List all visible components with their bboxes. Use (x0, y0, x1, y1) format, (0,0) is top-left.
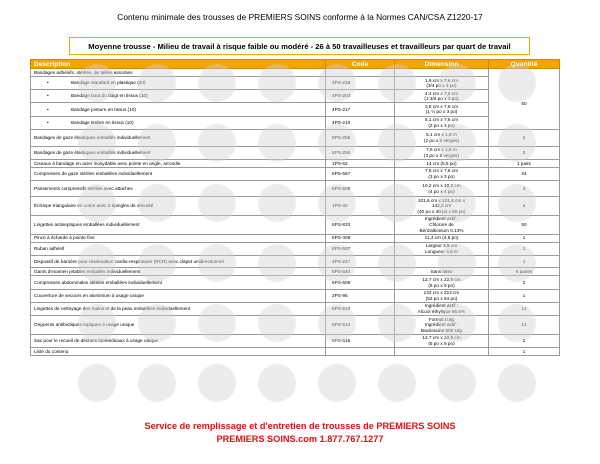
dimension-line: 101,6 cm x 101,6 cm x (417, 197, 466, 203)
row-description: Ciseaux à bandage en acier inoxydable avec pointe en angle, arrondie (31, 159, 326, 167)
dimension-line: 7,6 cm x 7,6 cm (424, 168, 459, 174)
dimension-line: 14 cm (5,5 po) (426, 160, 457, 166)
row-dimension (395, 242, 489, 255)
table-row (31, 215, 560, 234)
row-dimension (395, 69, 489, 77)
row-description: Onguents antibiotiques topiques à usage unique (31, 316, 326, 335)
row-description: Couverture de secours en aluminium à usage unique (31, 289, 326, 302)
row-dimension (395, 255, 489, 268)
row-quantity: 8 paires (489, 268, 560, 276)
table-row (31, 316, 560, 335)
bullet: • (47, 80, 49, 86)
row-code: 4PS-247 (326, 255, 395, 268)
row-description: Écharpe triangulaire en coton avec 2 épingles de sécurité (31, 197, 326, 216)
row-code: 6PS-516 (326, 334, 395, 347)
row-description-text: Bandage standard en plastique (20) (71, 80, 146, 86)
row-dimension (395, 90, 489, 103)
row-description (31, 103, 326, 116)
table-row (31, 129, 560, 146)
row-code: 5PS-256 (326, 146, 395, 159)
row-dimension (395, 116, 489, 129)
table-row (31, 116, 560, 129)
row-dimension (395, 276, 489, 289)
watermark-circle (78, 364, 116, 402)
row-quantity: 12 (489, 302, 560, 315)
dimension-line: 142,2 cm (431, 203, 452, 209)
row-description (31, 90, 326, 103)
dimension-line: Bacitracine 500 U/g (421, 327, 462, 333)
dimension-line: Largeur 2,5 cm (425, 243, 458, 249)
bullet: • (47, 119, 49, 125)
dimension-line: 11,4 cm (4,5 po) (424, 235, 459, 241)
row-description: Lingettes antiseptiques emballées individuellement (31, 215, 326, 234)
row-description-text: Bandage timbre en tissus (10) (71, 119, 134, 125)
row-description-text: Bandage jointure en tissus (10) (71, 106, 136, 112)
row-dimension (395, 181, 489, 197)
dimension-line: 132 cm x 213 cm (423, 290, 460, 296)
row-description: Ruban adhésif (31, 242, 326, 255)
column-header-dimension: Dimension (395, 60, 489, 69)
table-header-row (31, 60, 560, 69)
bullet: • (47, 106, 49, 112)
contents-table (30, 59, 560, 356)
row-quantity: 1 (489, 255, 560, 268)
dimension-line: 4.4 cm x 7,6 cm (424, 90, 459, 96)
kit-type-banner-text: Moyenne trousse - Milieu de travail à risque faible ou modéré - 26 à 50 travailleuses et travailleurs par quart de travail (88, 41, 511, 51)
row-description: Liste du contenu (31, 348, 326, 356)
footer-contact-line: PREMIERS SOINS.com 1.877.767.1277 (216, 434, 384, 444)
table-row (31, 167, 560, 180)
row-quantity: 2 (489, 334, 560, 347)
row-dimension (395, 316, 489, 335)
row-code: 6PS-833 (326, 215, 395, 234)
column-header-description: Description (31, 60, 326, 69)
row-quantity: 1 (489, 348, 560, 356)
row-quantity: 2 (489, 129, 560, 146)
row-quantity: 2 (489, 276, 560, 289)
table-row (31, 77, 560, 90)
row-quantity: 1 (489, 242, 560, 255)
row-quantity (489, 69, 560, 77)
column-header-code: Code (326, 60, 395, 69)
page-title: Contenu minimale des trousses de PREMIERS SOINS conforme à la Normes CAN/CSA Z1220-17 (117, 12, 483, 22)
watermark-circle (198, 364, 236, 402)
table-row (31, 276, 560, 289)
dimension-line: Format 0,9g (428, 316, 455, 322)
dimension-line: 10,2 cm x 10,2 cm (422, 183, 461, 189)
watermark-circle (318, 364, 356, 402)
row-quantity (489, 116, 560, 129)
row-description: Compresses de gaze stériles emballées individuellement (31, 167, 326, 180)
dimension-line: (2 po x 3 po) (428, 122, 455, 128)
row-code: 6PS-505 (326, 181, 395, 197)
row-description: Bandages de gaze élastiques emballés individuellement (31, 146, 326, 159)
dimension-line: (5 po x 9 po) (428, 282, 455, 288)
row-dimension (395, 167, 489, 180)
row-dimension (395, 234, 489, 242)
kit-type-banner (69, 37, 530, 55)
row-dimension (395, 77, 489, 90)
table-row (31, 234, 560, 242)
dimension-line: (40 po x 40 po x 56 po) (417, 208, 466, 214)
row-code: 5PS-309 (326, 234, 395, 242)
bullet: • (47, 93, 49, 99)
watermark-circle (498, 364, 536, 402)
row-code: 6PS-507 (326, 242, 395, 255)
row-description-text: Bandage bout du doigt en tissus (10) (71, 93, 148, 99)
dimension-line: 1,9 cm x 7,6 cm (424, 77, 459, 83)
dimension-line: Sans latex (430, 269, 453, 275)
dimension-line: Ingrédient actif : (424, 216, 459, 222)
row-code: 4PS-210 (326, 116, 395, 129)
table-row (31, 159, 560, 167)
row-dimension (395, 146, 489, 159)
table-row (31, 289, 560, 302)
column-header-quantity: Quantité (489, 60, 560, 69)
row-dimension (395, 159, 489, 167)
row-code: 2PS-95 (326, 289, 395, 302)
row-code: 5PS-255 (326, 129, 395, 146)
dimension-line: 3,8 cm x 7,6 cm (424, 103, 459, 109)
row-description: Compresses abdominales stériles emballées individuellement (31, 276, 326, 289)
table-row (31, 302, 560, 315)
row-code: 4PS-217 (326, 103, 395, 116)
dimension-line: 12,7 cm x 22,9 cm (422, 335, 461, 341)
table-row (31, 197, 560, 216)
row-quantity (489, 90, 560, 107)
dimension-line: Ingrédient actif : (424, 303, 459, 309)
table-row (31, 146, 560, 159)
row-description (31, 116, 326, 129)
dimension-line: (3/4 po x 3 po) (426, 83, 457, 89)
table-row (31, 69, 560, 77)
row-code: 4PS-218 (326, 77, 395, 90)
row-code: 1PS-62 (326, 159, 395, 167)
row-dimension (395, 334, 489, 347)
row-code: 1PS-42 (326, 197, 395, 216)
dimension-line: Chlorure de (429, 222, 454, 227)
watermark-circle (378, 364, 416, 402)
dimension-line: (1 3/4 po x 3 po) (424, 96, 459, 102)
table-row (31, 334, 560, 347)
dimension-line: Ingrédient actif : (424, 322, 459, 328)
row-dimension (395, 302, 489, 315)
dimension-line: 7,6 cm x 1,8 m (426, 147, 457, 153)
row-code: 6PS-640 (326, 268, 395, 276)
row-code: 6PS-567 (326, 167, 395, 180)
dimension-line: (5 po x 9 po) (428, 340, 455, 346)
row-code: 4PS-203 (326, 90, 395, 103)
row-dimension (395, 197, 489, 216)
dimension-line: (1 ½ po x 3 po) (425, 109, 458, 115)
dimension-line: Longueur 4,6 m (425, 248, 458, 254)
row-code (326, 348, 395, 356)
row-description: Sac pour le recueil de déchets biomédicaux à usage unique (31, 334, 326, 347)
row-quantity: 1 (489, 289, 560, 302)
dimension-line: (52 po x 84 po) (425, 295, 458, 301)
row-dimension (395, 215, 489, 234)
row-dimension (395, 268, 489, 276)
row-code: 6PS-512 (326, 302, 395, 315)
dimension-line: (3 po x 2 verges) (423, 152, 460, 158)
row-quantity: 12 (489, 316, 560, 335)
watermark-circle (258, 364, 296, 402)
row-quantity: 1 (489, 234, 560, 242)
table-row (31, 181, 560, 197)
row-quantity: 4 (489, 181, 560, 197)
row-description: Pince à écharde à pointe fine (31, 234, 326, 242)
row-description: Lingettes de nettoyage des mains et de la peau emballées individuellement (31, 302, 326, 315)
table-row (31, 255, 560, 268)
row-description: Gants d'examen jetables emballés individuellement (31, 268, 326, 276)
dimension-line: (2 po x 2 verges) (423, 137, 460, 143)
dimension-line: 12,7 cm x 22,9 cm (422, 276, 461, 282)
dimension-line: 5.1 cm x 1,8 m (426, 132, 457, 138)
row-dimension (395, 103, 489, 116)
dimension-line: Alcool éthylique 66.5% (417, 308, 466, 314)
watermark-circle (438, 364, 476, 402)
row-code: 6PS-514 (326, 316, 395, 335)
table-row (31, 348, 560, 356)
table-row (31, 268, 560, 276)
row-quantity: 1 paire (489, 159, 560, 167)
dimension-line: (3 po x 3 po) (428, 174, 455, 180)
dimension-line: (4 po x 4 po) (428, 188, 455, 194)
row-description (31, 77, 326, 90)
row-description: Bandages adhésifs, stériles, de tailles assorties (31, 69, 326, 77)
row-description: Dispositif de barrière pour réanimation cardio-respiratoire (RCR) avec clapet unidirectionnel (31, 255, 326, 268)
row-dimension (395, 289, 489, 302)
table-row (31, 90, 560, 103)
watermark-circle (138, 364, 176, 402)
row-description: Bandages de gaze élastiques emballés individuellement (31, 129, 326, 146)
row-code: 6PS-509 (326, 276, 395, 289)
row-quantity: 2 (489, 146, 560, 159)
row-quantity (489, 77, 560, 90)
row-quantity: 50 (489, 215, 560, 234)
dimension-line: Benzalkonium 0.13% (419, 227, 464, 233)
row-quantity: 24 (489, 167, 560, 180)
row-code (326, 69, 395, 77)
row-quantity-text: 50 (521, 101, 527, 107)
row-dimension (395, 129, 489, 146)
row-quantity: 4 (489, 197, 560, 216)
row-description: Pansements compressifs stériles avec attaches (31, 181, 326, 197)
footer-service-line: Service de remplissage et d'entretien de trousses de PREMIERS SOINS (144, 421, 456, 431)
table-row (31, 103, 560, 116)
table-row (31, 242, 560, 255)
dimension-line: 5,1 cm x 7,6 cm (424, 117, 459, 123)
row-dimension (395, 348, 489, 356)
